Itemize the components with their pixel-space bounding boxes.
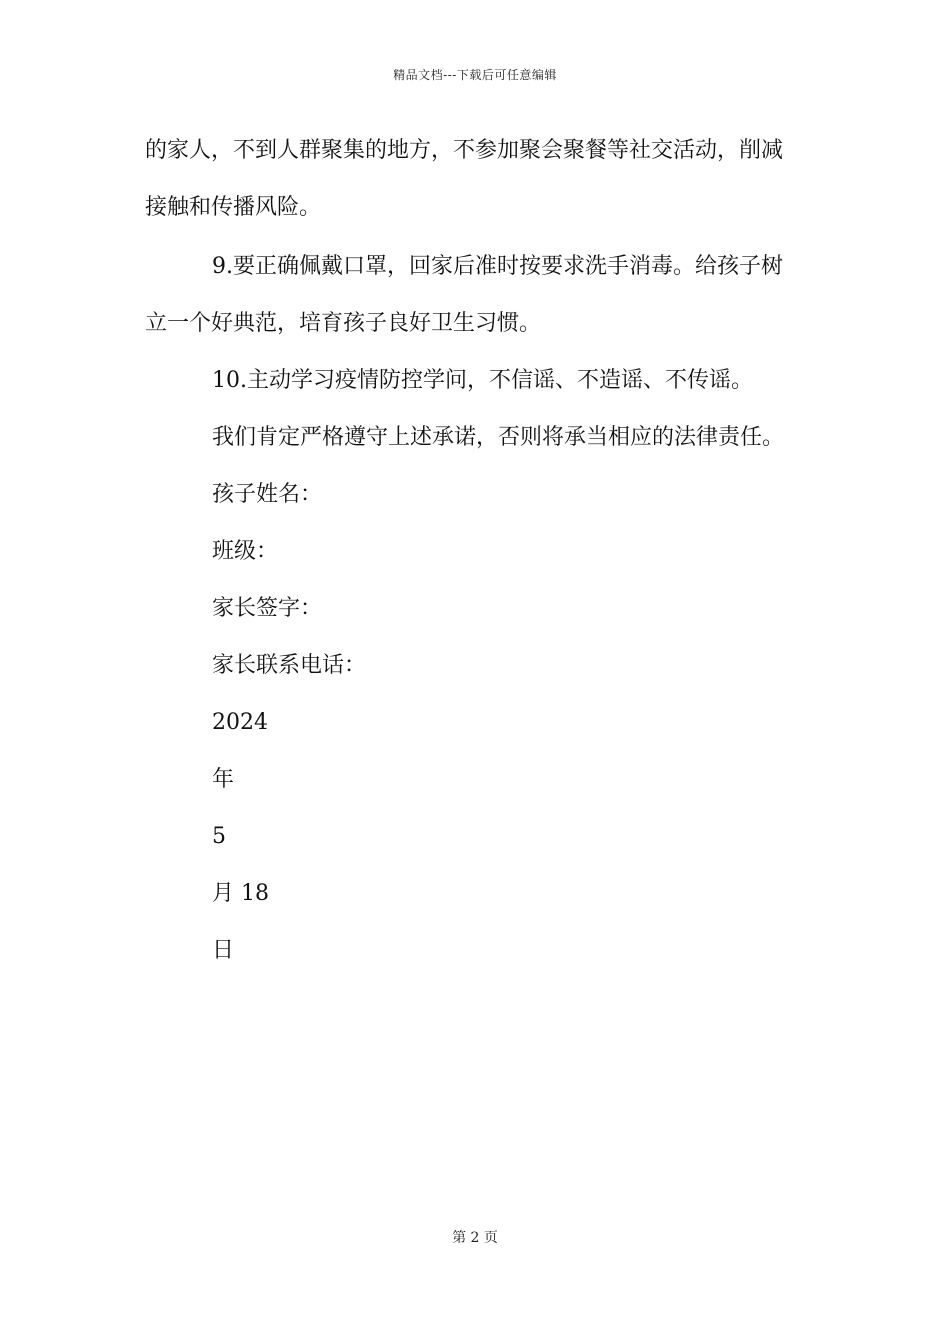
- date-year: 2024: [212, 710, 268, 735]
- item-10: 10.主动学习疫情防控学问，不信谣、不造谣、不传谣。: [212, 368, 753, 393]
- page-header: 精品文档---下载后可任意编辑: [393, 68, 557, 82]
- class-label: 班级：: [212, 539, 279, 564]
- body-line-1: 的家人，不到人群聚集的地方，不参加聚会聚餐等社交活动，削减: [145, 138, 784, 163]
- parent-signature-label: 家长签字：: [212, 596, 323, 621]
- date-year-unit: 年: [212, 767, 235, 792]
- item-9-line-2: 立一个好典范，培育孩子良好卫生习惯。: [145, 311, 542, 336]
- body-line-2: 接触和传播风险。: [145, 195, 322, 220]
- child-name-label: 孩子姓名：: [212, 482, 323, 507]
- parent-phone-label: 家长联系电话：: [212, 653, 367, 678]
- date-month-day: 月 18: [212, 881, 269, 906]
- page-number: 第 2 页: [452, 1230, 498, 1246]
- date-month: 5: [212, 824, 226, 849]
- item-9-line-1: 9.要正确佩戴口罩，回家后准时按要求洗手消毒。给孩子树: [212, 254, 783, 279]
- date-day-unit: 日: [212, 938, 235, 963]
- pledge-statement: 我们肯定严格遵守上述承诺，否则将承当相应的法律责任。: [212, 425, 785, 450]
